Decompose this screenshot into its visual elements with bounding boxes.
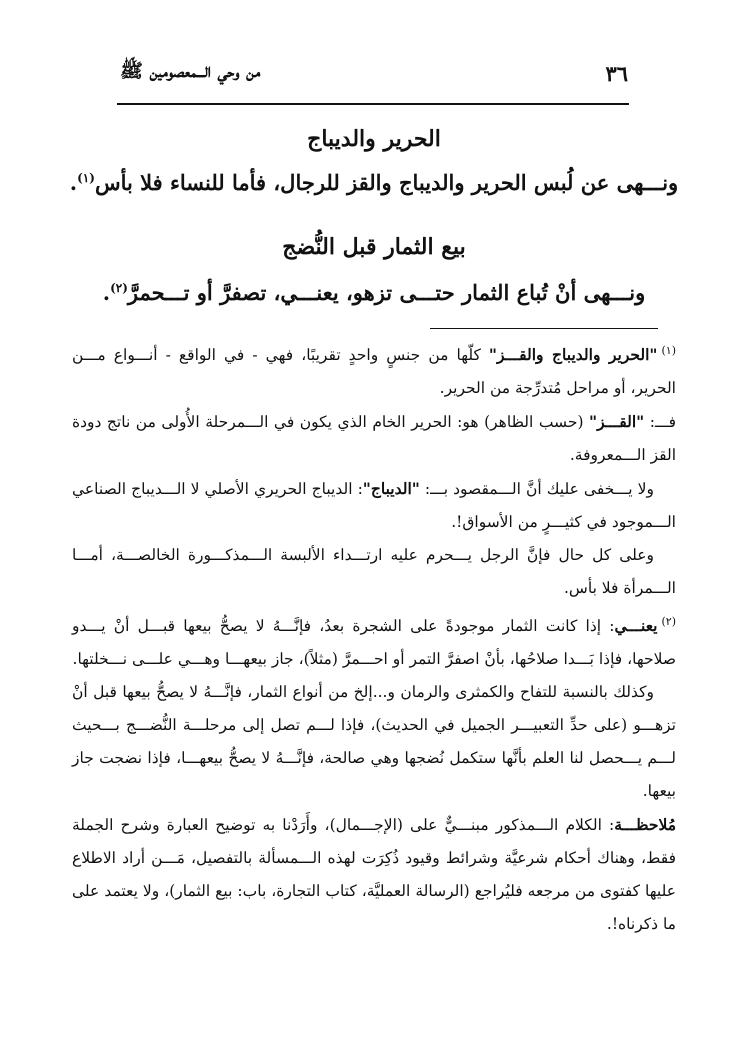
footnote-separator — [430, 328, 658, 329]
note-text: : الكلام الـــمذكور مبنـــيٌّ على (الإجـــمال)، وأَرَدْنا به توضيح العبارة وشرح الجملة فقط، وهناك أحكام شرعيَّة وشرائط وقيود ذُكِرَت لهذه الـــمسألة بالتفصيل، مَـــن أراد الاطلاع عليها كفتوى من مرجعه فليُراجع (الرسالة العمليَّة، كتاب التجارة، باب: بيع الثمار)، ولا يعتمد على ما ذكرناه!. — [72, 816, 676, 934]
footnote-1-para-2-lead: فـــ: — [644, 413, 676, 432]
hadith-silk-text: ونـــهى عن لُبس الحرير والديباج والقز للرجال، فأما للنساء فلا بأس — [94, 170, 679, 195]
note-label: مُلاحظـــة — [614, 815, 676, 835]
section-heading-silk: الحرير والديباج — [307, 126, 441, 152]
hadith-fruit-sale-end: . — [102, 280, 111, 305]
footnote-2-term: يعنـــي — [614, 616, 658, 636]
footnote-1-term-dibaj: "الديباج" — [362, 479, 420, 499]
footnote-2-note — [72, 808, 676, 941]
footnote-1-para-2-text: (حسب الظاهر) هو: الحرير الخام الذي يكون في الـــمرحلة الأُولى من ناتج دودة القز الـــمعروفة. — [72, 413, 676, 465]
footnote-1-para-1 — [72, 334, 676, 405]
hadith-fruit-sale-text: ونـــهى أنْ تُباع الثمار حتـــى تزهو، يعنـــي، تصفرَّ أو تـــحمرَّ — [127, 280, 646, 305]
footnote-1-para-3-text: : الديباج الحريري الأصلي لا الـــديباج الصناعي الـــموجود في كثيـــرٍ من الأسواق!. — [72, 480, 676, 532]
footnote-1-para-3-lead: ولا يـــخفى عليك أنَّ الـــمقصود بـــ: — [419, 480, 654, 499]
header-rule — [117, 103, 629, 105]
footnote-ref-1[interactable]: (١) — [77, 171, 95, 185]
running-title: من وحي الـــمعصومين ﷺ — [120, 60, 261, 82]
footnotes — [72, 334, 676, 941]
hadith-silk-end: . — [69, 170, 78, 195]
footnote-2-para-2: وكذلك بالنسبة للتفاح والكمثرى والرمان و...إلخ من أنواع الثمار، فإنَّـــهُ لا يصحُّ بيعها قبل أنْ تزهـــو (على حدِّ التعبيـــر الجميل في الحديث)، فإذا لـــم تصل إلى مرحلـــة النُّضـــج بـــحيث لـــم يـــحصل لنا العلم بأنَّها ستكمل نُضجها وهي صالحة، فإنَّـــهُ لا يصحُّ بيعهـــا، فإذا نضجت جاز بيعها. — [72, 683, 676, 801]
hadith-fruit-sale — [60, 280, 688, 305]
footnote-1-term-qazz: "القـــز" — [589, 412, 645, 432]
footnote-1-term: "الحرير والديباج والقـــز" — [488, 345, 658, 365]
footnote-2-mark: (٢) — [661, 615, 676, 629]
page-number: ٣٦ — [605, 60, 628, 86]
running-head — [120, 58, 628, 88]
section-heading-fruit-sale: بيع الثمار قبل النُّضج — [282, 234, 466, 260]
footnote-1-text: كلّها من جنسٍ واحدٍ تقريبًا، فهي - في الواقع - أنـــواع مـــن الحرير، أو مراحل مُتدرِّجة من الحرير. — [72, 346, 676, 398]
footnote-2-para-1 — [72, 605, 676, 676]
footnote-1-para-2 — [72, 405, 676, 472]
footnote-ref-2[interactable]: (٢) — [110, 281, 128, 295]
footnote-2-text: : إذا كانت الثمار موجودةً على الشجرة بعدُ، فإنَّـــهُ لا يصحُّ بيعها قبـــل أنْ يـــدو صلاحها، فإذا بَـــدا صلاحُها، بأنْ اصفرَّ التمر أو احـــمرَّ (مثلاً)، جاز بيعهـــا وهـــي علـــى نـــخلتها. — [72, 617, 676, 669]
footnote-1-para-4: وعلى كل حال فإنَّ الرجل يـــحرم عليه ارتـــداء الألبسة الـــمذكـــورة الخالصـــة، أمـــا الـــمرأة فلا بأس. — [72, 546, 676, 598]
footnote-1-mark: (١) — [661, 344, 676, 357]
footnote-1-para-3 — [72, 472, 676, 539]
hadith-silk — [60, 170, 688, 195]
